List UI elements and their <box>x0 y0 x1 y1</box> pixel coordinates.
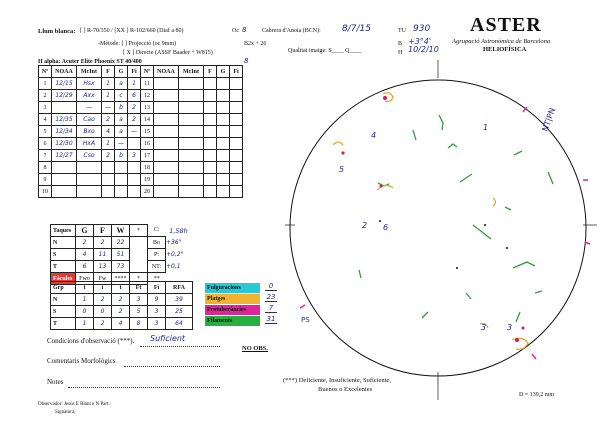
taques-table <box>50 224 193 285</box>
no-obs-label: NO OBS. <box>242 345 269 352</box>
fac-table <box>50 281 193 330</box>
taques-cell: 51 <box>112 249 130 261</box>
table-cell: b <box>115 150 128 162</box>
table-cell: 18 <box>141 162 154 174</box>
observador-label: Observador: Jesús E Blanco N Part.: <box>38 402 112 407</box>
table-cell <box>52 102 77 114</box>
table-row <box>39 186 243 198</box>
table-cell <box>217 138 230 150</box>
col-header: Fi <box>230 66 243 78</box>
b2x-label: B2x + 26 <box>244 41 267 47</box>
table-cell: 6 <box>128 90 141 102</box>
buenos-note: Buenos o Excelentes <box>318 386 373 393</box>
table-cell <box>179 78 204 90</box>
table-cell <box>217 78 230 90</box>
group-table <box>38 65 243 198</box>
taques-cell: P: <box>148 249 166 261</box>
faculas-label: Fàcules <box>51 273 76 285</box>
legend-item: Protuberàncies <box>205 305 260 315</box>
table-cell: 12/35 <box>52 114 77 126</box>
table-cell: Cso <box>77 150 102 162</box>
table-cell <box>204 150 217 162</box>
table-cell: Hsx <box>77 78 102 90</box>
table-cell: 2 <box>102 114 115 126</box>
aster-logo-title: ASTER <box>470 14 542 36</box>
fac-row <box>51 294 193 306</box>
table-cell <box>217 186 230 198</box>
table-cell <box>154 126 179 138</box>
fac-cell: 1 <box>76 294 94 306</box>
fac-cell: 64 <box>166 318 193 330</box>
fac-cell: 4 <box>112 318 130 330</box>
taques-cell: 2 <box>94 237 112 249</box>
table-cell <box>179 174 204 186</box>
table-cell <box>128 138 141 150</box>
table-cell <box>102 174 115 186</box>
table-cell: a <box>115 78 128 90</box>
table-cell <box>204 114 217 126</box>
fac-cell: 9 <box>148 294 166 306</box>
taques-cell: Bo <box>148 237 166 249</box>
fac-header: Grp <box>51 282 76 294</box>
table-cell <box>230 114 243 126</box>
table-cell <box>230 78 243 90</box>
fac-cell: 3 <box>148 318 166 330</box>
table-cell: Cao <box>77 114 102 126</box>
legend-item: Platges <box>205 294 260 304</box>
table-cell <box>230 150 243 162</box>
disc-group-label: 3 <box>481 323 487 332</box>
fac-cell: 3 <box>130 294 148 306</box>
table-row <box>39 150 243 162</box>
disc-group-label: 2 <box>362 221 368 230</box>
table-cell <box>204 78 217 90</box>
table-row <box>39 102 243 114</box>
fac-cell: 2 <box>112 294 130 306</box>
table-cell <box>217 126 230 138</box>
taques-header: G <box>76 225 94 237</box>
fac-row <box>51 306 193 318</box>
notes-label: Notes <box>47 378 64 386</box>
table-row <box>39 114 243 126</box>
table-cell: 10 <box>39 186 52 198</box>
table-cell <box>77 174 102 186</box>
table-cell <box>179 114 204 126</box>
table-cell: 19 <box>141 174 154 186</box>
table-cell: 13 <box>141 102 154 114</box>
fac-cell: 5 <box>130 306 148 318</box>
table-row <box>39 174 243 186</box>
taques-cell: 6 <box>76 261 94 273</box>
col-header: NOAA <box>52 66 77 78</box>
table-cell: 2 <box>102 150 115 162</box>
table-cell: 7 <box>39 150 52 162</box>
table-cell <box>52 162 77 174</box>
condicions-label: Condicions d'observació (***). <box>47 337 135 345</box>
table-cell: 16 <box>141 138 154 150</box>
taques-header: F <box>94 225 112 237</box>
fac-header: t <box>76 282 94 294</box>
taques-cell: +0,2° <box>166 251 184 258</box>
legend-value: 0 <box>265 282 277 291</box>
table-cell: 12/30 <box>52 138 77 150</box>
solar-disc-drawing <box>285 60 600 400</box>
taques-cell: S <box>51 249 76 261</box>
taques-row <box>51 249 193 261</box>
table-row <box>39 126 243 138</box>
table-cell <box>154 138 179 150</box>
agrupacio-name: Agrupació Astronòmica de Barcelona <box>452 38 551 45</box>
table-cell <box>179 102 204 114</box>
table-cell: 12 <box>141 90 154 102</box>
table-cell: 5 <box>39 126 52 138</box>
oc-value: 8 <box>242 26 247 34</box>
table-cell <box>115 162 128 174</box>
tu-value: 930 <box>413 24 431 34</box>
table-cell: 4 <box>102 126 115 138</box>
table-row <box>39 78 243 90</box>
col-header: Fi <box>128 66 141 78</box>
col-header: G <box>115 66 128 78</box>
table-cell <box>217 150 230 162</box>
table-cell <box>204 90 217 102</box>
table-cell: a <box>115 114 128 126</box>
fac-header: t <box>112 282 130 294</box>
table-cell: 12/34 <box>52 126 77 138</box>
fac-header: Ft <box>130 282 148 294</box>
disc-group-label: 4 <box>371 131 377 140</box>
taques-cell: 2 <box>76 237 94 249</box>
table-cell <box>52 186 77 198</box>
table-cell: 12/29 <box>52 90 77 102</box>
table-cell <box>217 162 230 174</box>
c-value: 1,58h <box>169 226 188 235</box>
table-cell <box>128 162 141 174</box>
table-cell: 2 <box>39 90 52 102</box>
qualitat-label: Qualitat imatge: S____ Q____ <box>288 48 362 54</box>
table-cell <box>154 114 179 126</box>
fac-cell: 2 <box>112 306 130 318</box>
fac-cell: 1 <box>76 318 94 330</box>
oc-label: Oc <box>232 28 239 34</box>
table-cell: 2 <box>128 114 141 126</box>
fac-cell: 0 <box>76 306 94 318</box>
table-cell: Axx <box>77 90 102 102</box>
north-marker: NT|PN <box>540 106 558 133</box>
taques-header: * <box>130 225 148 237</box>
taques-cell: 4 <box>76 249 94 261</box>
table-cell <box>77 186 102 198</box>
table-cell <box>230 138 243 150</box>
table-cell <box>217 114 230 126</box>
llum-blanca-label: Llum blanca: <box>38 28 76 35</box>
fac-cell: 39 <box>166 294 193 306</box>
disc-group-label: 5 <box>339 165 345 174</box>
table-cell <box>230 174 243 186</box>
table-cell: 1 <box>128 78 141 90</box>
legend-item: Filaments <box>205 316 260 326</box>
table-cell: 3 <box>128 150 141 162</box>
table-cell <box>230 126 243 138</box>
legend-value: 7 <box>265 304 277 313</box>
taques-row <box>51 261 193 273</box>
table-cell <box>52 174 77 186</box>
h-label: H <box>398 50 403 56</box>
taques-cell: 13 <box>94 261 112 273</box>
table-cell <box>179 90 204 102</box>
table-cell: 17 <box>141 150 154 162</box>
fac-header: i <box>94 282 112 294</box>
condicions-value: Suficient <box>150 334 186 343</box>
table-cell: 9 <box>39 174 52 186</box>
b-value: +3°4' <box>408 37 432 46</box>
table-cell <box>204 162 217 174</box>
taques-cell: 11 <box>94 249 112 261</box>
fac-cell: 2 <box>94 318 112 330</box>
heliofisica-label: HELIOFÍSICA <box>483 46 527 53</box>
date-value: 8/7/15 <box>342 24 371 34</box>
diameter-label: D = 139,2 mm <box>519 392 555 398</box>
table-cell <box>230 162 243 174</box>
fac-cell: 8 <box>130 318 148 330</box>
table-cell <box>115 174 128 186</box>
table-cell <box>179 150 204 162</box>
table-cell <box>128 186 141 198</box>
table-cell <box>154 78 179 90</box>
taques-cell: NT: <box>148 261 166 273</box>
signatura-label: Signatura, <box>55 410 76 415</box>
table-cell <box>154 102 179 114</box>
table-cell <box>204 126 217 138</box>
col-header: F <box>102 66 115 78</box>
col-header: F <box>204 66 217 78</box>
table-row <box>39 90 243 102</box>
col-header: Nº <box>39 66 52 78</box>
table-row <box>39 162 243 174</box>
table-cell <box>179 186 204 198</box>
faculas-col: Fw <box>94 273 112 285</box>
h-value: 10/2/10 <box>408 45 439 54</box>
col-header: G <box>217 66 230 78</box>
table-cell: — <box>102 102 115 114</box>
table-cell: b <box>115 102 128 114</box>
fac-cell: 0 <box>94 306 112 318</box>
table-cell <box>217 90 230 102</box>
fac-cell: 3 <box>148 306 166 318</box>
legend-value: 23 <box>266 293 276 301</box>
table-cell <box>204 186 217 198</box>
fac-row <box>51 318 193 330</box>
table-cell <box>230 102 243 114</box>
legend-value: 31 <box>266 315 276 323</box>
tu-label: TU <box>398 28 406 34</box>
table-cell <box>179 162 204 174</box>
table-cell: a <box>115 126 128 138</box>
table-cell <box>102 162 115 174</box>
fac-cell: N <box>51 294 76 306</box>
taques-cell: T <box>51 261 76 273</box>
fac-cell: S <box>51 306 76 318</box>
faculas-col: * <box>130 273 148 285</box>
taques-cell: 22 <box>112 237 130 249</box>
table-cell: 1 <box>102 138 115 150</box>
table-cell: 1 <box>39 78 52 90</box>
col-header: Nº <box>141 66 154 78</box>
taques-cell: +0,1 <box>166 263 181 270</box>
table-cell: Bxo <box>77 126 102 138</box>
table-cell <box>102 186 115 198</box>
b-label: B <box>398 41 403 47</box>
fac-header: Fi <box>148 282 166 294</box>
metode-directe: [ X ] Directe (ASSF Baader + W815) <box>123 50 213 56</box>
fac-cell: 2 <box>94 294 112 306</box>
observer-place: Cabrera d'Anoia (BCN): <box>262 28 321 34</box>
table-cell: 20 <box>141 186 154 198</box>
filter-options: [ ] R-70/350 / [XX ] R-102/660 (Diaf a 80) <box>80 28 184 34</box>
table-cell: 14 <box>141 114 154 126</box>
disc-group-label: 3 <box>507 323 513 332</box>
table-cell: 3 <box>39 102 52 114</box>
table-cell <box>217 102 230 114</box>
table-cell: 4 <box>39 114 52 126</box>
table-cell <box>217 174 230 186</box>
south-marker: PS <box>301 316 310 324</box>
disc-group-label: 6 <box>383 223 389 232</box>
legend-item: Fulguracions <box>205 283 260 293</box>
halpha-value: 8 <box>244 57 249 65</box>
table-cell <box>115 186 128 198</box>
faculas-col: Fwo <box>76 273 94 285</box>
table-cell: 2 <box>128 102 141 114</box>
deficiente-note: (***) Deficiente, Insuficiente, Suficiente, <box>283 377 391 384</box>
table-cell <box>154 162 179 174</box>
col-header: McInt <box>77 66 102 78</box>
taques-cell: +36° <box>166 239 182 246</box>
taques-header: C: <box>153 227 160 234</box>
table-cell: 12/27 <box>52 150 77 162</box>
table-cell <box>179 126 204 138</box>
table-cell: — <box>115 138 128 150</box>
table-cell <box>204 174 217 186</box>
table-row <box>39 138 243 150</box>
metode-label: -Mètode: [ ] Projecció (oc 9mm) <box>98 41 177 47</box>
halpha-label: H alpha: Acuter Elite Phoenix ST 40/400 <box>38 59 142 65</box>
table-cell <box>77 162 102 174</box>
table-cell: 6 <box>39 138 52 150</box>
taques-cell: N <box>51 237 76 249</box>
table-cell <box>230 90 243 102</box>
table-cell: 1 <box>102 90 115 102</box>
table-cell <box>179 138 204 150</box>
table-cell: — <box>77 102 102 114</box>
taques-row <box>51 237 193 249</box>
taques-header: Taques <box>51 225 76 237</box>
table-cell: 12/15 <box>52 78 77 90</box>
fac-cell: 25 <box>166 306 193 318</box>
table-cell: 11 <box>141 78 154 90</box>
taques-cell: 73 <box>112 261 130 273</box>
table-cell <box>154 150 179 162</box>
table-cell <box>128 174 141 186</box>
fac-cell: T <box>51 318 76 330</box>
fac-header: RFA <box>166 282 193 294</box>
disc-group-label: 1 <box>483 123 489 132</box>
table-cell: HxA <box>77 138 102 150</box>
comentaris-label: Comentaris Morfològics <box>47 357 116 365</box>
table-cell <box>154 186 179 198</box>
faculas-col: ** <box>153 275 160 282</box>
table-cell: c <box>115 90 128 102</box>
table-cell <box>230 186 243 198</box>
table-cell: — <box>128 126 141 138</box>
col-header: McInt <box>179 66 204 78</box>
table-cell: 1 <box>102 78 115 90</box>
table-cell <box>154 174 179 186</box>
taques-header: W <box>112 225 130 237</box>
faculas-col: **** <box>112 273 130 285</box>
table-cell <box>204 138 217 150</box>
table-cell <box>154 90 179 102</box>
table-cell: 8 <box>39 162 52 174</box>
table-cell <box>204 102 217 114</box>
table-cell: 15 <box>141 126 154 138</box>
col-header: NOAA <box>154 66 179 78</box>
